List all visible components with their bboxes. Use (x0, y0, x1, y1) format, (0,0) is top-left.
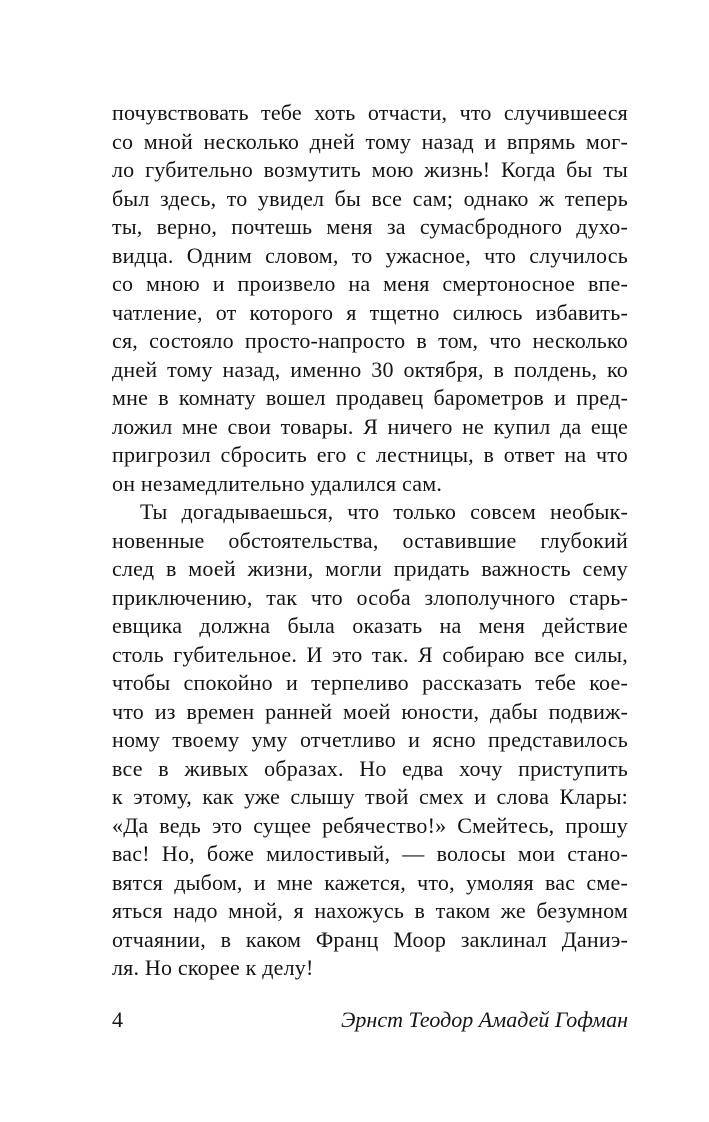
text-line: чатление, от которого я тщетно силюсь избавить- (112, 299, 628, 325)
text-line: со мною и произвело на меня смертоносное впе- (112, 271, 628, 296)
page-footer (112, 1006, 628, 1034)
text-line: видца. Одним словом, то ужасное, что случилось (112, 242, 628, 268)
text-line: что из времен ранней моей юности, дабы подвиж- (112, 698, 628, 724)
running-title: Эрнст Теодор Амадей Гофман (341, 1007, 628, 1032)
text-line: новенные обстоятельства, оставившие глубокий (112, 527, 628, 553)
text-line: пригрозил сбросить его с лестницы, в ответ на что (112, 442, 628, 467)
text-line: ложил мне свои товары. Я ничего не купил да еще (112, 413, 628, 439)
text-line: к этому, как уже слышу твой смех и слова Клары: (112, 784, 628, 809)
paragraph (112, 498, 628, 983)
text-line: Ты догадываешься, что только совсем необык- (140, 499, 628, 524)
text-line: чтобы спокойно и терпеливо рассказать тебе кое- (112, 670, 628, 695)
text-line: отчаянии, в каком Франц Моор заклинал Даниэ- (112, 926, 628, 952)
text-line: ты, верно, почтешь меня за сумасбродного духо- (112, 214, 628, 239)
text-line: он незамедлительно удалился сам. (112, 470, 443, 496)
text-line: столь губительное. И это так. Я собираю все силы, (112, 641, 628, 667)
text-line: ному твоему уму отчетливо и ясно представилось (112, 727, 628, 752)
text-line: со мной несколько дней тому назад и впрямь мог- (112, 128, 628, 154)
text-line: приключению, так что особа злополучного старь- (112, 584, 628, 610)
text-line: яться надо мной, я нахожусь в таком же безумном (112, 898, 628, 923)
text-line: ся, состояло просто-напросто в том, что несколько (112, 328, 628, 353)
paragraph (112, 99, 628, 498)
text-line: след в моей жизни, могли придать важность сему (112, 556, 628, 581)
text-line: евщика должна была оказать на меня действие (112, 613, 628, 638)
text-line: дней тому назад, именно 30 октября, в полдень, ко (112, 356, 628, 382)
text-line: был здесь, то увидел бы все сам; однако ж теперь (112, 185, 628, 211)
text-line: ло губительно возмутить мою жизнь! Когда бы ты (112, 157, 628, 182)
page-number: 4 (112, 1007, 123, 1032)
text-line: вятся дыбом, и мне кажется, что, умоляя вас сме- (112, 869, 628, 895)
text-line: почувствовать тебе хоть отчасти, что случившееся (112, 100, 628, 125)
page-text (112, 99, 628, 983)
text-line: все в живых образах. Но едва хочу приступить (112, 755, 628, 781)
text-line: вас! Но, боже милостивый, — волосы мои стано- (112, 841, 628, 866)
text-line: мне в комнату вошел продавец барометров и пред- (112, 385, 628, 410)
text-line: «Да ведь это сущее ребячество!» Смейтесь, прошу (112, 812, 628, 838)
text-line: ля. Но скорее к делу! (112, 955, 314, 980)
